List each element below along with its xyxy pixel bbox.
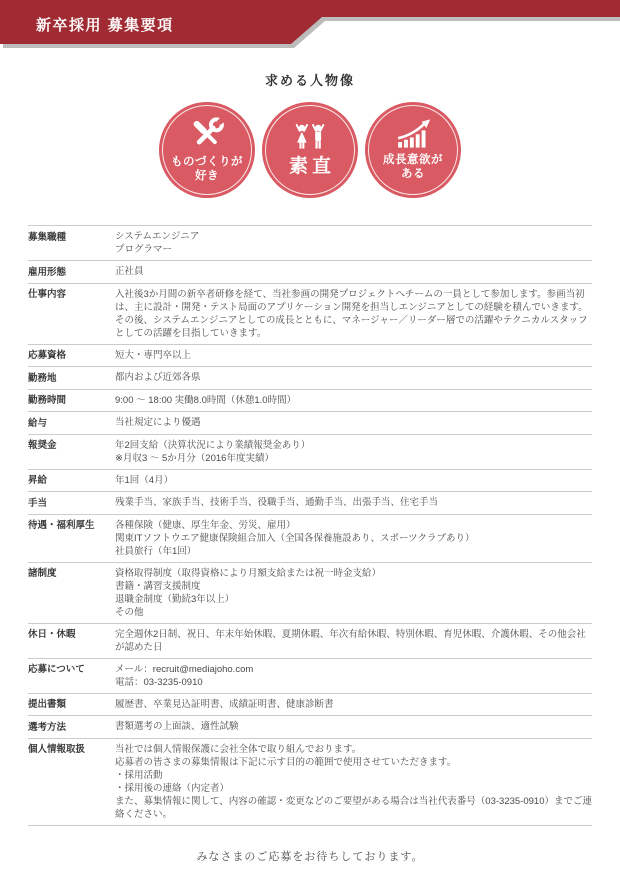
row-value: 当社規定により優遇 bbox=[115, 417, 201, 428]
circle-label: 素直 bbox=[288, 155, 335, 177]
row-label: 待遇・福利厚生 bbox=[28, 520, 95, 531]
table-row bbox=[28, 411, 592, 434]
people-icon bbox=[293, 123, 327, 152]
row-label: 報奨金 bbox=[28, 440, 57, 451]
circle-label: ものづくりが 好き bbox=[171, 155, 243, 182]
table-row bbox=[28, 693, 592, 716]
row-label: 募集職種 bbox=[28, 231, 67, 243]
row-label: 給与 bbox=[28, 417, 48, 429]
table-row bbox=[28, 344, 592, 367]
row-label: 諸制度 bbox=[28, 568, 57, 579]
row-value: 年1回（4月） bbox=[115, 474, 174, 486]
row-label: 昇給 bbox=[28, 475, 48, 486]
row-value: 残業手当、家族手当、技術手当、役職手当、通勤手当、出張手当、住宅手当 bbox=[115, 497, 439, 508]
footer-message: みなさまのご応募をお待ちしております。 bbox=[196, 850, 424, 863]
persona-circle-sunao bbox=[262, 102, 358, 198]
spec-table bbox=[28, 225, 592, 826]
header-banner bbox=[0, 0, 620, 48]
row-value: 年2回支給（決算状況により業績報奨金あり） ※月収3 ～ 5か月分（2016年度実績） bbox=[115, 439, 311, 464]
row-value: 完全週休2日制、祝日、年末年始休暇、夏期休暇、年次有給休暇、特別休暇、育児休暇、介護休暇、その他会社が認めた日 bbox=[115, 628, 586, 653]
row-label: 提出書類 bbox=[28, 699, 67, 710]
row-label: 勤務地 bbox=[28, 372, 57, 384]
table-row bbox=[28, 491, 592, 514]
table-row bbox=[28, 366, 592, 389]
persona-circle-growth bbox=[365, 102, 461, 198]
row-value: 正社員 bbox=[115, 266, 144, 277]
table-row bbox=[28, 738, 592, 826]
row-value: 都内および近郊各県 bbox=[115, 372, 201, 383]
persona-circle-monozukuri bbox=[159, 102, 255, 198]
growth-chart-icon bbox=[395, 119, 431, 148]
row-label: 手当 bbox=[28, 497, 48, 509]
table-row bbox=[28, 658, 592, 693]
circle-label: 成長意欲が ある bbox=[383, 153, 443, 180]
row-label: 勤務時間 bbox=[28, 395, 67, 406]
row-value: 9:00 ～ 18:00 実働8.0時間（休憩1.0時間） bbox=[115, 394, 297, 406]
row-value: メール：recruit@mediajoho.com 電話：03-3235-0910 bbox=[115, 663, 254, 688]
row-value: システムエンジニア プログラマー bbox=[115, 231, 200, 255]
table-row bbox=[28, 623, 592, 658]
table-row bbox=[28, 715, 592, 738]
row-label: 応募資格 bbox=[28, 350, 67, 361]
row-label: 雇用形態 bbox=[28, 266, 67, 278]
row-value: 各種保険（健康、厚生年金、労災、雇用） 関東ITソフトウエア健康保険組合加入（全国各保養施設あり、スポーツクラブあり） 社員旅行（年1回） bbox=[115, 519, 475, 557]
persona-circles bbox=[0, 102, 620, 198]
table-row bbox=[28, 469, 592, 492]
row-label: 仕事内容 bbox=[28, 289, 67, 300]
table-row bbox=[28, 389, 592, 412]
row-label: 休日・休暇 bbox=[28, 629, 76, 640]
row-label: 応募について bbox=[28, 664, 85, 675]
row-value: 入社後3か月間の新卒者研修を経て、当社参画の開発プロジェクトへチームの一員として参加します。参画当初は、主に設計・開発・テスト局面のアプリケーション開発を担当しエンジニアとしての経験を積んでいきます。その後、システムエンジニアとしての成長とともに、マネージャー／リーダー層での活躍やテクニカルスタッフとしての活躍を目指していきます。 bbox=[115, 288, 588, 339]
persona-heading: 求める人物像 bbox=[264, 73, 355, 88]
table-row bbox=[28, 562, 592, 623]
table-row bbox=[28, 225, 592, 260]
row-label: 選考方法 bbox=[28, 721, 67, 733]
row-value: 資格取得制度（取得資格により月額支給または祝一時金支給） 書籍・講習支援制度 退職金制度（勤続3年以上） その他 bbox=[115, 567, 382, 618]
row-label: 個人情報取扱 bbox=[28, 744, 86, 755]
page-title: 新卒採用 募集要項 bbox=[36, 17, 174, 34]
table-row bbox=[28, 260, 592, 283]
table-row bbox=[28, 434, 592, 469]
tools-icon bbox=[188, 117, 226, 150]
row-value: 当社では個人情報保護に会社全体で取り組んでおります。 応募者の皆さまの募集情報は下記に示す目的の範囲で使用させていただきます。 ・採用活動 ・採用後の連絡（内定者） また、募集情報に関して、内容の確認・変更などのご要望がある場合は当社代表番号（03-3235-0910）までご連絡ください。 bbox=[115, 743, 592, 820]
row-value: 履歴書、卒業見込証明書、成績証明書、健康診断書 bbox=[115, 698, 334, 710]
row-value: 書類選考の上面談、適性試験 bbox=[115, 721, 239, 732]
row-value: 短大・専門卒以上 bbox=[115, 349, 192, 361]
table-row bbox=[28, 283, 592, 344]
table-row bbox=[28, 514, 592, 562]
